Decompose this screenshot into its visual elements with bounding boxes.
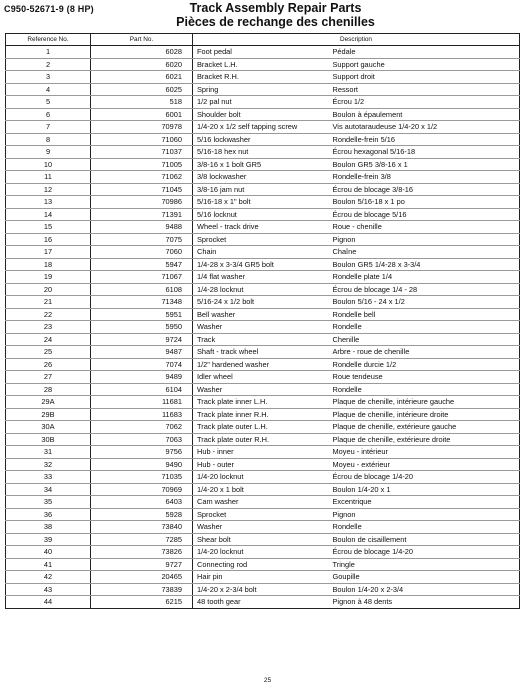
cell-part-no: 5947: [91, 258, 193, 271]
cell-part-no: 9488: [91, 221, 193, 234]
cell-description-french: Chenille: [329, 333, 520, 346]
table-row: [6, 196, 520, 209]
table-row: [6, 58, 520, 71]
cell-part-no: 71060: [91, 133, 193, 146]
cell-reference-no: 20: [6, 283, 91, 296]
table-row: [6, 296, 520, 309]
cell-reference-no: 6: [6, 108, 91, 121]
table-row: [6, 483, 520, 496]
cell-description-french: Boulon de cisaillement: [329, 533, 520, 546]
cell-reference-no: 38: [6, 521, 91, 534]
table-row: [6, 446, 520, 459]
cell-description-french: Rondelle-frein 5/16: [329, 133, 520, 146]
cell-part-no: 6104: [91, 383, 193, 396]
cell-part-no: 518: [91, 96, 193, 109]
cell-reference-no: 18: [6, 258, 91, 271]
cell-description-english: Hub - outer: [193, 458, 329, 471]
cell-reference-no: 9: [6, 146, 91, 159]
cell-reference-no: 30A: [6, 421, 91, 434]
cell-reference-no: 33: [6, 471, 91, 484]
table-row: [6, 108, 520, 121]
table-row: [6, 358, 520, 371]
cell-part-no: 5928: [91, 508, 193, 521]
cell-part-no: 6001: [91, 108, 193, 121]
cell-reference-no: 40: [6, 546, 91, 559]
cell-description-french: Écrou 1/2: [329, 96, 520, 109]
cell-description-english: Connecting rod: [193, 558, 329, 571]
cell-part-no: 20465: [91, 571, 193, 584]
cell-reference-no: 35: [6, 496, 91, 509]
cell-reference-no: 5: [6, 96, 91, 109]
cell-description-french: Arbre - roue de chenille: [329, 346, 520, 359]
cell-description-french: Pédale: [329, 46, 520, 59]
cell-description-french: Rondelle: [329, 383, 520, 396]
cell-part-no: 5950: [91, 321, 193, 334]
table-row: [6, 558, 520, 571]
table-row: [6, 133, 520, 146]
cell-description-english: Shoulder bolt: [193, 108, 329, 121]
cell-part-no: 70986: [91, 196, 193, 209]
cell-description-english: Sprocket: [193, 508, 329, 521]
table-row: [6, 596, 520, 609]
cell-description-french: Pignon: [329, 508, 520, 521]
cell-reference-no: 43: [6, 583, 91, 596]
cell-description-french: Écrou de blocage 1/4-20: [329, 546, 520, 559]
cell-reference-no: 44: [6, 596, 91, 609]
cell-part-no: 71348: [91, 296, 193, 309]
cell-reference-no: 23: [6, 321, 91, 334]
cell-description-english: Chain: [193, 246, 329, 259]
table-row: [6, 346, 520, 359]
cell-description-french: Plaque de chenille, extérieure gauche: [329, 421, 520, 434]
cell-reference-no: 14: [6, 208, 91, 221]
cell-part-no: 6403: [91, 496, 193, 509]
cell-part-no: 9487: [91, 346, 193, 359]
cell-description-french: Boulon 1/4-20 x 1: [329, 483, 520, 496]
cell-part-no: 9490: [91, 458, 193, 471]
cell-description-english: 3/8 lockwasher: [193, 171, 329, 184]
cell-description-english: Track plate inner R.H.: [193, 408, 329, 421]
cell-part-no: 7075: [91, 233, 193, 246]
cell-part-no: 71062: [91, 171, 193, 184]
cell-description-french: Excentrique: [329, 496, 520, 509]
table-row: [6, 121, 520, 134]
cell-description-french: Écrou de blocage 1/4 - 28: [329, 283, 520, 296]
cell-description-english: 1/4-20 locknut: [193, 471, 329, 484]
cell-reference-no: 10: [6, 158, 91, 171]
cell-part-no: 6021: [91, 71, 193, 84]
cell-description-english: 5/16-24 x 1/2 bolt: [193, 296, 329, 309]
cell-part-no: 70969: [91, 483, 193, 496]
cell-part-no: 73840: [91, 521, 193, 534]
cell-description-english: Track plate outer L.H.: [193, 421, 329, 434]
cell-description-french: Chaîne: [329, 246, 520, 259]
cell-description-english: 5/16-18 hex nut: [193, 146, 329, 159]
table-row: [6, 208, 520, 221]
cell-description-english: Hub - inner: [193, 446, 329, 459]
cell-reference-no: 8: [6, 133, 91, 146]
cell-reference-no: 24: [6, 333, 91, 346]
table-row: [6, 371, 520, 384]
cell-reference-no: 42: [6, 571, 91, 584]
cell-part-no: 6028: [91, 46, 193, 59]
cell-description-english: 3/8-16 x 1 bolt GR5: [193, 158, 329, 171]
cell-description-english: 48 tooth gear: [193, 596, 329, 609]
table-row: [6, 158, 520, 171]
cell-description-english: 1/4 flat washer: [193, 271, 329, 284]
table-header-row: [6, 34, 520, 46]
cell-description-english: Foot pedal: [193, 46, 329, 59]
table-row: [6, 546, 520, 559]
cell-description-french: Écrou de blocage 1/4-20: [329, 471, 520, 484]
title-block: [0, 1, 521, 29]
cell-part-no: 7074: [91, 358, 193, 371]
cell-part-no: 73826: [91, 546, 193, 559]
cell-description-english: Idler wheel: [193, 371, 329, 384]
cell-description-english: Track plate outer R.H.: [193, 433, 329, 446]
cell-description-english: 1/4-20 locknut: [193, 546, 329, 559]
table-row: [6, 571, 520, 584]
cell-reference-no: 21: [6, 296, 91, 309]
page-number: 25: [263, 677, 272, 684]
cell-description-french: Pignon: [329, 233, 520, 246]
table-row: [6, 496, 520, 509]
cell-description-english: 5/16 lockwasher: [193, 133, 329, 146]
cell-part-no: 6020: [91, 58, 193, 71]
cell-description-english: Cam washer: [193, 496, 329, 509]
cell-description-french: Rondelle: [329, 521, 520, 534]
cell-part-no: 7285: [91, 533, 193, 546]
cell-description-english: 1/2" hardened washer: [193, 358, 329, 371]
cell-reference-no: 31: [6, 446, 91, 459]
cell-description-english: Track: [193, 333, 329, 346]
cell-reference-no: 30B: [6, 433, 91, 446]
table-row: [6, 171, 520, 184]
table-row: [6, 533, 520, 546]
cell-description-french: Support droit: [329, 71, 520, 84]
cell-reference-no: 34: [6, 483, 91, 496]
cell-description-french: Plaque de chenille, intérieure droite: [329, 408, 520, 421]
cell-description-english: Washer: [193, 383, 329, 396]
table-row: [6, 271, 520, 284]
table-row: [6, 458, 520, 471]
table-row: [6, 183, 520, 196]
table-row: [6, 321, 520, 334]
cell-part-no: 71391: [91, 208, 193, 221]
cell-description-french: Rondelle bell: [329, 308, 520, 321]
cell-description-english: 5/16 locknut: [193, 208, 329, 221]
cell-reference-no: 26: [6, 358, 91, 371]
table-row: [6, 96, 520, 109]
cell-part-no: 5951: [91, 308, 193, 321]
cell-description-french: Rondelle plate 1/4: [329, 271, 520, 284]
table-row: [6, 396, 520, 409]
cell-description-french: Boulon GR5 1/4-28 x 3-3/4: [329, 258, 520, 271]
cell-part-no: 11681: [91, 396, 193, 409]
cell-part-no: 9756: [91, 446, 193, 459]
cell-description-french: Roue - chenille: [329, 221, 520, 234]
cell-description-english: Wheel - track drive: [193, 221, 329, 234]
cell-part-no: 7063: [91, 433, 193, 446]
cell-reference-no: 13: [6, 196, 91, 209]
cell-description-english: 1/4-20 x 1 bolt: [193, 483, 329, 496]
cell-part-no: 71035: [91, 471, 193, 484]
page-title-french: Pièces de rechange des chenilles: [176, 15, 375, 29]
table-row: [6, 71, 520, 84]
cell-description-english: Washer: [193, 521, 329, 534]
cell-description-french: Plaque de chenille, intérieure gauche: [329, 396, 520, 409]
cell-description-french: Plaque de chenille, extérieure droite: [329, 433, 520, 446]
cell-description-english: Track plate inner L.H.: [193, 396, 329, 409]
cell-part-no: 7062: [91, 421, 193, 434]
cell-description-french: Support gauche: [329, 58, 520, 71]
cell-description-english: Bracket L.H.: [193, 58, 329, 71]
cell-part-no: 9489: [91, 371, 193, 384]
cell-description-english: Shaft - track wheel: [193, 346, 329, 359]
cell-part-no: 11683: [91, 408, 193, 421]
cell-description-english: Hair pin: [193, 571, 329, 584]
cell-description-french: Moyeu - intérieur: [329, 446, 520, 459]
cell-description-french: Ressort: [329, 83, 520, 96]
cell-description-english: 1/4-28 x 3-3/4 GR5 bolt: [193, 258, 329, 271]
table-row: [6, 408, 520, 421]
table-row: [6, 583, 520, 596]
cell-description-french: Boulon 5/16 - 24 x 1/2: [329, 296, 520, 309]
table-row: [6, 421, 520, 434]
cell-reference-no: 19: [6, 271, 91, 284]
cell-part-no: 6215: [91, 596, 193, 609]
cell-reference-no: 15: [6, 221, 91, 234]
cell-description-english: 1/4-20 x 2-3/4 bolt: [193, 583, 329, 596]
cell-reference-no: 16: [6, 233, 91, 246]
cell-description-french: Écrou de blocage 5/16: [329, 208, 520, 221]
table-row: [6, 83, 520, 96]
cell-description-french: Tringle: [329, 558, 520, 571]
cell-description-english: 1/4-20 x 1/2 self tapping screw: [193, 121, 329, 134]
header-part-no: Part No.: [91, 34, 193, 46]
table-row: [6, 333, 520, 346]
cell-part-no: 6025: [91, 83, 193, 96]
cell-description-english: Bracket R.H.: [193, 71, 329, 84]
cell-reference-no: 11: [6, 171, 91, 184]
cell-part-no: 71037: [91, 146, 193, 159]
cell-reference-no: 3: [6, 71, 91, 84]
cell-reference-no: 12: [6, 183, 91, 196]
cell-description-french: Goupille: [329, 571, 520, 584]
cell-reference-no: 25: [6, 346, 91, 359]
table-row: [6, 146, 520, 159]
cell-reference-no: 4: [6, 83, 91, 96]
cell-reference-no: 36: [6, 508, 91, 521]
parts-table: [5, 33, 520, 609]
cell-reference-no: 41: [6, 558, 91, 571]
cell-reference-no: 22: [6, 308, 91, 321]
table-row: [6, 433, 520, 446]
cell-description-english: Sprocket: [193, 233, 329, 246]
cell-part-no: 71045: [91, 183, 193, 196]
cell-description-french: Rondelle durcie 1/2: [329, 358, 520, 371]
table-row: [6, 521, 520, 534]
cell-description-french: Boulon 1/4-20 x 2-3/4: [329, 583, 520, 596]
cell-part-no: 9724: [91, 333, 193, 346]
cell-description-french: Rondelle: [329, 321, 520, 334]
cell-description-french: Boulon 5/16-18 x 1 po: [329, 196, 520, 209]
table-row: [6, 233, 520, 246]
header-reference-no: Reference No.: [6, 34, 91, 46]
cell-description-english: Shear bolt: [193, 533, 329, 546]
cell-description-french: Boulon à épaulement: [329, 108, 520, 121]
cell-part-no: 71005: [91, 158, 193, 171]
cell-reference-no: 29B: [6, 408, 91, 421]
header-description: Description: [193, 34, 520, 46]
cell-part-no: 70978: [91, 121, 193, 134]
cell-reference-no: 32: [6, 458, 91, 471]
page-title-english: Track Assembly Repair Parts: [189, 1, 362, 15]
cell-reference-no: 7: [6, 121, 91, 134]
cell-reference-no: 2: [6, 58, 91, 71]
table-row: [6, 383, 520, 396]
cell-description-english: 1/4-28 locknut: [193, 283, 329, 296]
table-row: [6, 471, 520, 484]
cell-part-no: 6108: [91, 283, 193, 296]
cell-description-french: Boulon GR5 3/8-16 x 1: [329, 158, 520, 171]
table-row: [6, 221, 520, 234]
cell-description-english: 5/16-18 x 1" bolt: [193, 196, 329, 209]
cell-part-no: 9727: [91, 558, 193, 571]
cell-part-no: 73839: [91, 583, 193, 596]
table-row: [6, 283, 520, 296]
table-row: [6, 46, 520, 59]
cell-part-no: 7060: [91, 246, 193, 259]
table-row: [6, 508, 520, 521]
cell-description-english: Bell washer: [193, 308, 329, 321]
cell-reference-no: 39: [6, 533, 91, 546]
table-row: [6, 246, 520, 259]
cell-description-english: 3/8-16 jam nut: [193, 183, 329, 196]
document-code: C950-52671-9 (8 HP): [4, 4, 94, 14]
cell-reference-no: 29A: [6, 396, 91, 409]
cell-description-english: Washer: [193, 321, 329, 334]
cell-description-french: Roue tendeuse: [329, 371, 520, 384]
cell-description-english: 1/2 pal nut: [193, 96, 329, 109]
cell-description-french: Pignon à 48 dents: [329, 596, 520, 609]
table-row: [6, 258, 520, 271]
cell-description-french: Vis autotaraudeuse 1/4-20 x 1/2: [329, 121, 520, 134]
cell-reference-no: 1: [6, 46, 91, 59]
cell-description-english: Spring: [193, 83, 329, 96]
cell-description-french: Moyeu - extérieur: [329, 458, 520, 471]
cell-description-french: Écrou de blocage 3/8-16: [329, 183, 520, 196]
table-row: [6, 308, 520, 321]
cell-part-no: 71067: [91, 271, 193, 284]
cell-description-french: Écrou hexagonal 5/16-18: [329, 146, 520, 159]
cell-reference-no: 27: [6, 371, 91, 384]
table-body: [6, 46, 520, 609]
cell-description-french: Rondelle-frein 3/8: [329, 171, 520, 184]
cell-reference-no: 28: [6, 383, 91, 396]
cell-reference-no: 17: [6, 246, 91, 259]
